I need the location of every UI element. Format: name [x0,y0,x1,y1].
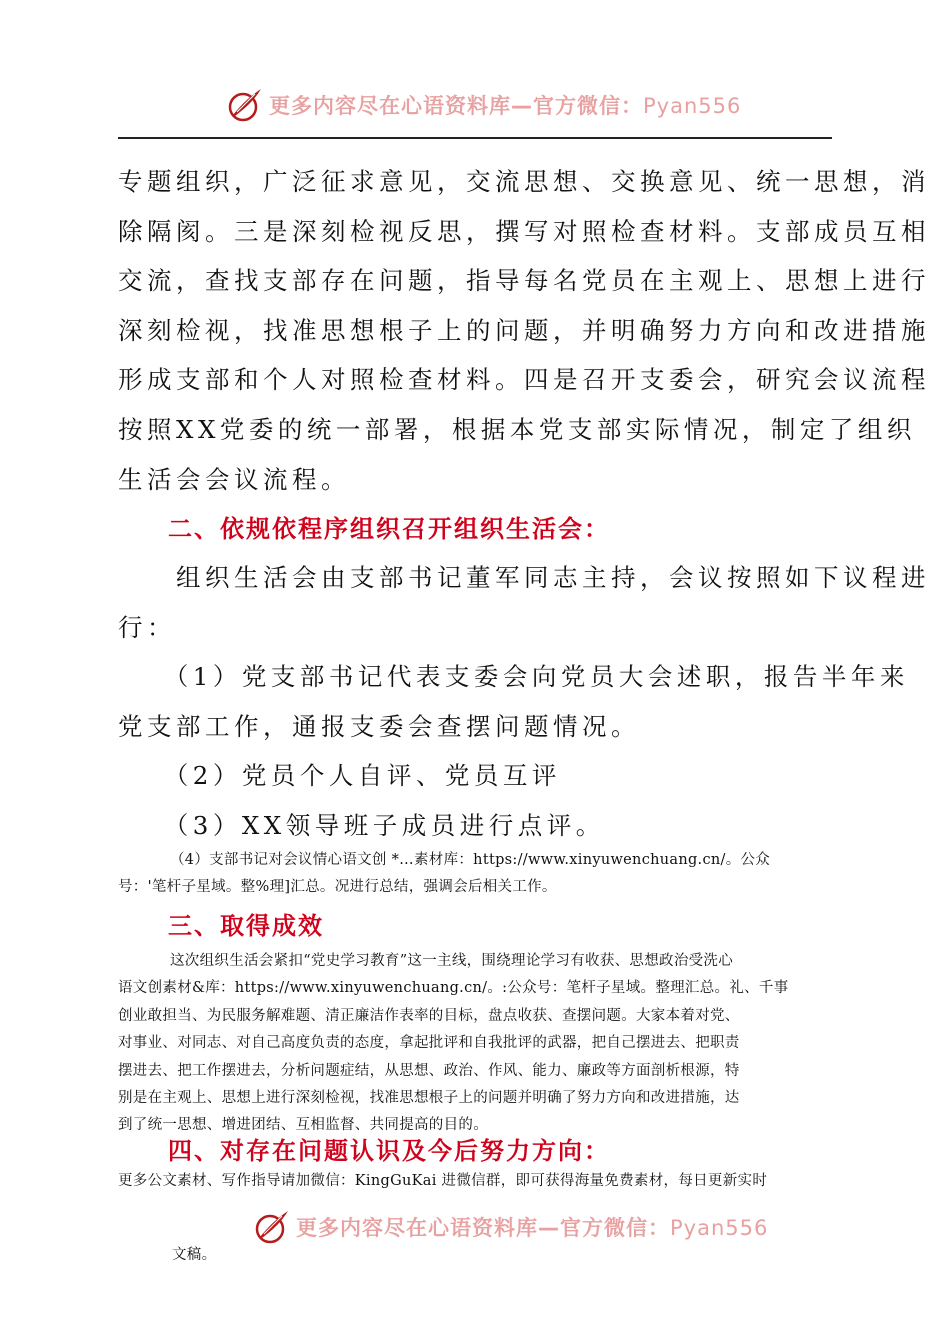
text-line: （3）XX领导班子成员进行点评。 [118,811,605,840]
banner-text: 更多内容尽在心语资料库—官方微信：Pyan556 [296,1216,769,1240]
text-line: 形成支部和个人对照检查材料。四是召开支委会，研究会议流程 [118,365,930,395]
quill-logo-icon [252,1207,292,1247]
section3-paragraph [118,948,832,1140]
agenda-item-4 [118,847,832,902]
text-line: 别是在主观上、思想上进行深刻检视，找准思想根子上的问题并明确了努力方向和改进措施，达 [118,1090,740,1107]
section2-heading: 二、依规依程序组织召开组织生活会： [168,515,610,543]
section2-intro [118,553,930,652]
agenda-item-3 [118,801,834,851]
section3-heading: 三、取得成效 [168,912,324,940]
promo-note-end [172,1242,372,1269]
text-line: 号：'笔杆子星域。整%理]汇总。况进行总结，强调会后相关工作。 [118,879,557,896]
text-line: 除隔阂。三是深刻检视反思，撰写对照检查材料。支部成员互相 [118,216,930,246]
text-line: （2）党员个人自评、党员互评 [118,761,561,790]
text-line: 摆进去、把工作摆进去，分析问题症结，从思想、政治、作风、能力、廉政等方面剖析根源，特 [118,1062,740,1079]
text-line: 交流，查找支部存在问题，指导每名党员在主观上、思想上进行 [118,266,930,296]
text-line: 语文创素材&库：https://www.xinyuwenchuang.cn/。:公众号：笔杆子星域。整理汇总。礼、千事 [118,980,789,997]
section1-paragraph [118,157,930,504]
text-line: 党支部工作，通报支委会查摆问题情况。 [118,711,640,741]
agenda-item-2 [118,751,834,801]
text-line: 组织生活会由支部书记董军同志主持，会议按照如下议程进 [118,563,930,592]
quill-logo-icon [225,85,265,125]
text-line: （1）党支部书记代表支委会向党员大会述职，报告半年来 [118,662,909,691]
text-line: 深刻检视，找准思想根子上的问题，并明确努力方向和改进措施 [118,315,930,345]
text-line: 行： [118,612,176,642]
text-line: 按照XX党委的统一部署，根据本党支部实际情况，制定了组织 [118,414,916,444]
header-divider [118,137,832,139]
text-line: 专题组织，广泛征求意见，交流思想、交换意见、统一思想，消 [118,167,930,196]
text-line: （4）支部书记对会议情心语文创 *…素材库：https://www.xinyuwenchuang.cn/。公众 [170,852,771,868]
agenda-item-1 [118,652,909,751]
text-line: 文稿。 [172,1247,217,1263]
promo-note [118,1168,832,1195]
banner-text: 更多内容尽在心语资料库—官方微信：Pyan556 [269,94,742,118]
text-line: 到了统一思想、增进团结、互相监督、共同提高的目的。 [118,1117,488,1134]
text-line: 这次组织生活会紧扣“党史学习教育”这一主线，围绕理论学习有收获、思想政治受洗心 [170,953,734,969]
watermark-banner-top [225,80,741,130]
text-line: 生活会会议流程。 [118,464,350,494]
text-line: 对事业、对同志、对自己高度负责的态度，拿起批评和自我批评的武器，把自己摆进去、把职责 [118,1035,740,1052]
text-line: 创业敢担当、为民服务解难题、清正廉洁作表率的目标，盘点收获、查摆问题。大家本着对党、 [118,1007,740,1024]
text-line: 更多公文素材、写作指导请加微信：KingGuKai 进微信群，即可获得海量免费素材，每日更新实时 [118,1173,768,1189]
section4-heading: 四、对存在问题认识及今后努力方向： [168,1137,610,1165]
